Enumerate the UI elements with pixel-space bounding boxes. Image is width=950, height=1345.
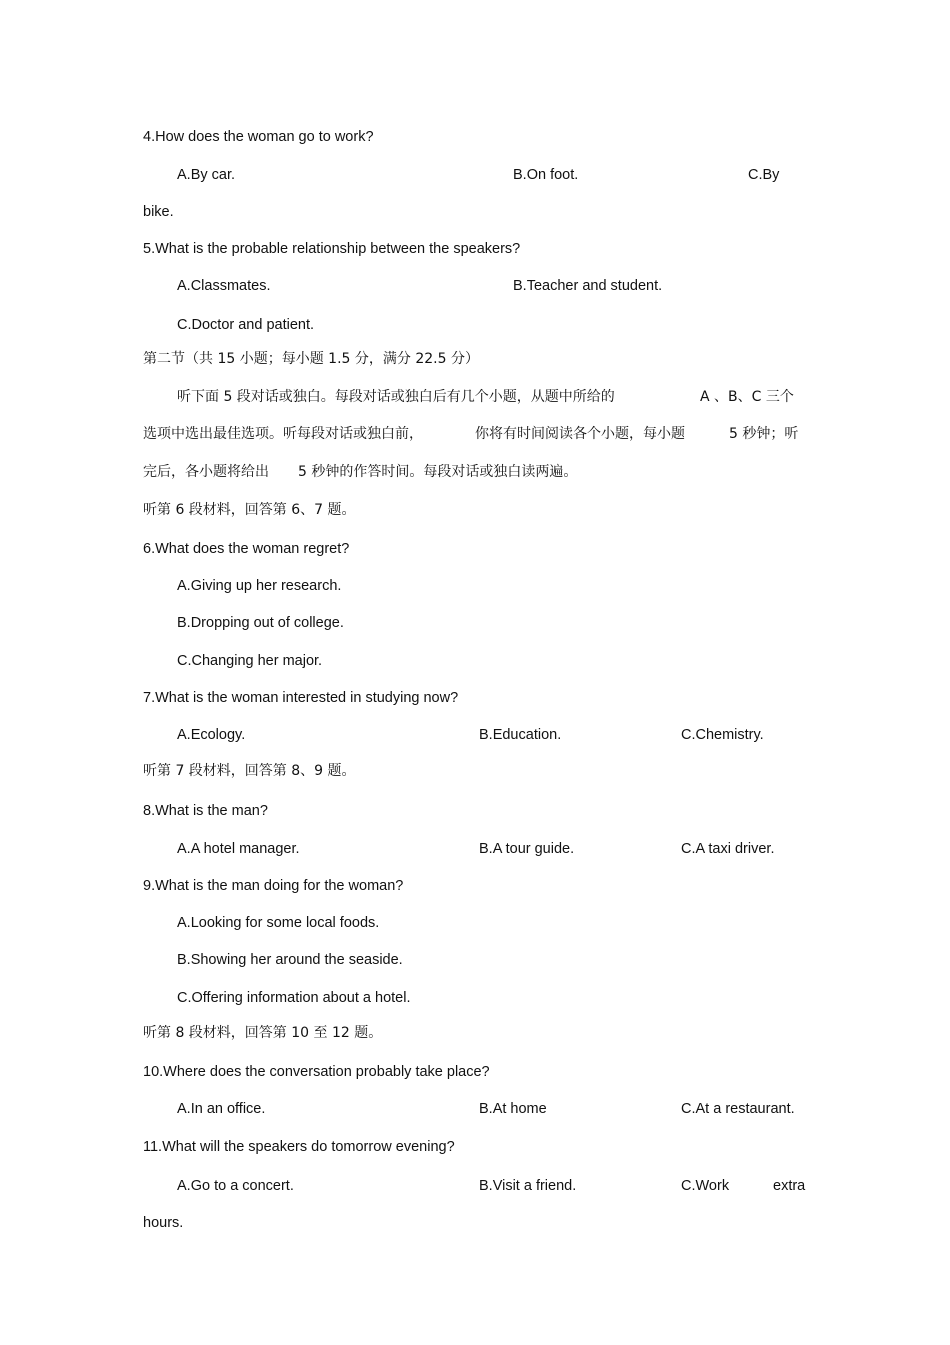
instructions-line-1b: A 、B、C 三个 [700, 389, 794, 405]
q8-option-c: C.A taxi driver. [681, 841, 775, 857]
instructions-line-3a: 完后，各小题将给出 [143, 464, 269, 480]
q9-option-a: A.Looking for some local foods. [177, 915, 380, 931]
material-7-label: 听第 7 段材料，回答第 8、9 题。 [143, 763, 356, 779]
question-11: 11.What will the speakers do tomorrow evening? [143, 1139, 455, 1155]
q5-option-c: C.Doctor and patient. [177, 317, 315, 333]
q7-option-c: C.Chemistry. [681, 727, 764, 743]
q9-option-c: C.Offering information about a hotel. [177, 990, 411, 1006]
question-9: 9.What is the man doing for the woman? [143, 878, 404, 894]
material-8-label: 听第 8 段材料，回答第 10 至 12 题。 [143, 1025, 383, 1041]
q10-option-a: A.In an office. [177, 1101, 266, 1117]
q6-option-b: B.Dropping out of college. [177, 615, 344, 631]
question-7: 7.What is the woman interested in studying now? [143, 690, 459, 706]
q8-option-a: A.A hotel manager. [177, 841, 300, 857]
q5-option-a: A.Classmates. [177, 278, 271, 294]
q11-option-c-continued: hours. [143, 1215, 184, 1231]
instructions-line-2b: 你将有时间阅读各个小题，每小题 [475, 426, 685, 442]
q5-option-b: B.Teacher and student. [513, 278, 663, 294]
instructions-line-2a: 选项中选出最佳选项。听每段对话或独白前， [143, 426, 423, 442]
section-2-header: 第二节（共 15 小题；每小题 1.5 分，满分 22.5 分） [143, 351, 479, 367]
q7-option-b: B.Education. [479, 727, 562, 743]
instructions-line-1a: 听下面 5 段对话或独白。每段对话或独白后有几个小题，从题中所给的 [177, 389, 615, 405]
q11-option-a: A.Go to a concert. [177, 1178, 294, 1194]
q11-option-c-part2: extra [773, 1178, 806, 1194]
q4-option-c-continued: bike. [143, 204, 174, 220]
question-10: 10.Where does the conversation probably take place? [143, 1064, 490, 1080]
q10-option-b: B.At home [479, 1101, 547, 1117]
q6-option-a: A.Giving up her research. [177, 578, 342, 594]
instructions-line-2c: 5 秒钟；听 [729, 426, 799, 442]
material-6-label: 听第 6 段材料，回答第 6、7 题。 [143, 502, 356, 518]
q8-option-b: B.A tour guide. [479, 841, 575, 857]
instructions-line-3b: 5 秒钟的作答时间。每段对话或独白读两遍。 [298, 464, 578, 480]
q9-option-b: B.Showing her around the seaside. [177, 952, 403, 968]
q4-option-b: B.On foot. [513, 167, 579, 183]
q6-option-c: C.Changing her major. [177, 653, 323, 669]
question-4: 4.How does the woman go to work? [143, 129, 374, 145]
question-6: 6.What does the woman regret? [143, 541, 350, 557]
q11-option-b: B.Visit a friend. [479, 1178, 577, 1194]
q4-option-c: C.By [748, 167, 780, 183]
question-5: 5.What is the probable relationship between the speakers? [143, 241, 521, 257]
q11-option-c-part1: C.Work [681, 1178, 730, 1194]
q4-option-a: A.By car. [177, 167, 236, 183]
q10-option-c: C.At a restaurant. [681, 1101, 795, 1117]
question-8: 8.What is the man? [143, 803, 268, 819]
q7-option-a: A.Ecology. [177, 727, 246, 743]
